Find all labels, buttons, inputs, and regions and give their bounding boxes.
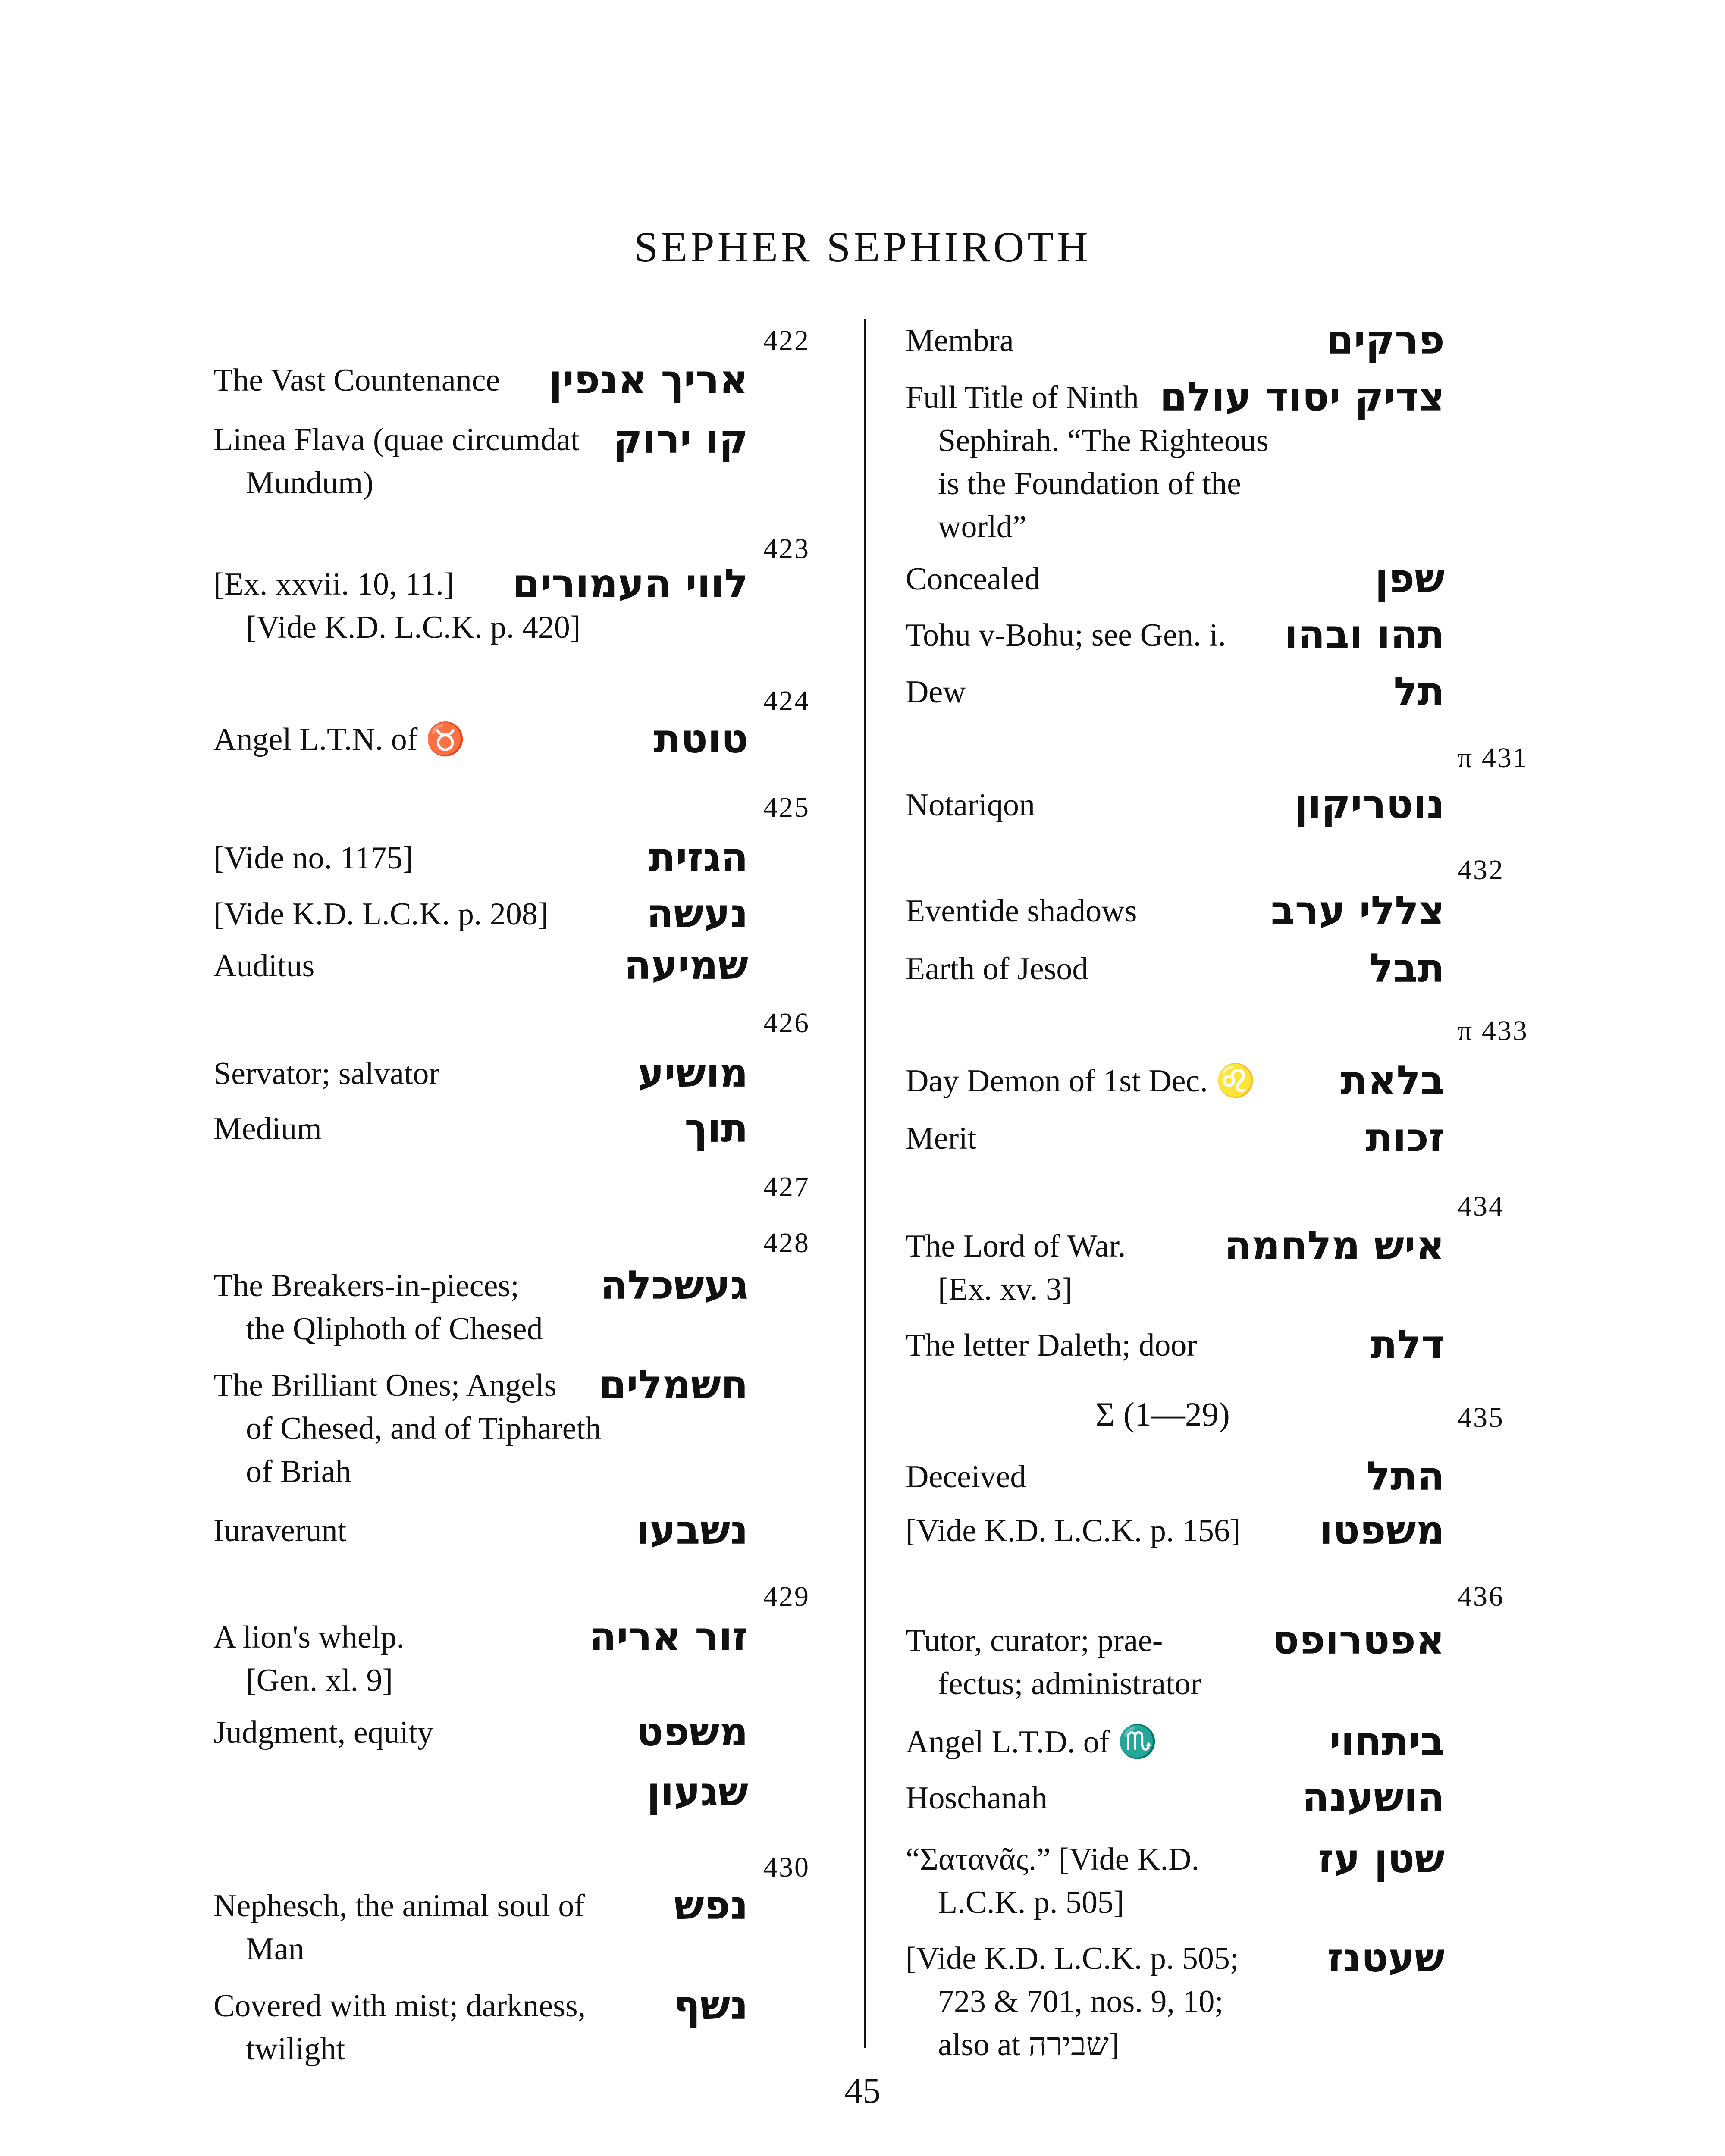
- english-gloss: [Vide K.D. L.C.K. p. 208]: [213, 896, 549, 932]
- hebrew-term: אפטרופס: [1272, 1617, 1445, 1663]
- english-gloss: Dew: [906, 674, 966, 710]
- english-gloss: Mundum): [246, 465, 373, 501]
- english-gloss: fectus; administrator: [938, 1666, 1201, 1702]
- hebrew-term: נפש: [674, 1882, 748, 1928]
- hebrew-term: דלת: [1370, 1322, 1445, 1368]
- english-gloss: The Breakers-in-pieces;: [213, 1268, 519, 1304]
- entry-number: π 433: [1458, 1015, 1528, 1047]
- english-gloss: Sephirah. “The Righteous: [938, 423, 1269, 458]
- english-gloss: L.C.K. p. 505]: [938, 1885, 1124, 1920]
- entry-number: 426: [763, 1007, 810, 1039]
- dictionary-entry: [906, 1617, 1445, 1702]
- hebrew-term: שמיעה: [624, 942, 748, 988]
- dictionary-entry: [906, 1509, 1445, 1557]
- english-gloss: Servator; salvator: [213, 1056, 439, 1091]
- entry-number: 428: [763, 1227, 810, 1259]
- dictionary-entry: [906, 1117, 1445, 1164]
- english-gloss: Angel L.T.D. of ♏: [906, 1724, 1157, 1760]
- hebrew-term: שגעון: [646, 1769, 748, 1815]
- english-gloss: the Qliphoth of Chesed: [246, 1311, 543, 1347]
- hebrew-term: ביתחוי: [1329, 1718, 1445, 1764]
- english-gloss: A lion's whelp.: [213, 1620, 405, 1655]
- english-gloss: Nephesch, the animal soul of: [213, 1888, 585, 1924]
- english-gloss: The Lord of War.: [906, 1228, 1126, 1264]
- hebrew-term: בלאת: [1340, 1057, 1445, 1103]
- english-gloss: Covered with mist; darkness,: [213, 1988, 586, 2024]
- hebrew-term: נשבעו: [636, 1507, 748, 1553]
- english-gloss: Medium: [213, 1111, 322, 1147]
- english-gloss: Merit: [906, 1121, 977, 1156]
- hebrew-term: איש מלחמה: [1224, 1222, 1445, 1269]
- hebrew-term: קו ירוק: [613, 416, 748, 462]
- hebrew-term: מושיע: [637, 1050, 748, 1096]
- english-gloss: Tutor, curator; prae-: [906, 1623, 1163, 1658]
- entry-number: 427: [763, 1171, 810, 1203]
- entry-number: 430: [763, 1852, 810, 1883]
- english-gloss: [Gen. xl. 9]: [246, 1663, 393, 1698]
- english-gloss: Deceived: [906, 1459, 1026, 1495]
- hebrew-term: אריך אנפין: [549, 357, 748, 403]
- english-gloss: Day Demon of 1st Dec. ♌: [906, 1063, 1256, 1099]
- entry-number: 432: [1458, 854, 1504, 886]
- english-gloss: Tohu v-Bohu; see Gen. i.: [906, 617, 1226, 653]
- hebrew-term: חשמלים: [599, 1362, 748, 1408]
- english-gloss: also at שבירה]: [938, 2027, 1120, 2062]
- english-gloss: Auditus: [213, 948, 315, 984]
- dictionary-entry: [906, 947, 1445, 995]
- entry-number: 425: [763, 792, 810, 823]
- dictionary-entry: [906, 783, 1445, 831]
- hebrew-term: משפט: [636, 1709, 748, 1755]
- hebrew-term: געשכלה: [600, 1262, 748, 1308]
- hebrew-term: פרקים: [1326, 317, 1445, 363]
- english-gloss: The Vast Countenance: [213, 363, 500, 398]
- english-gloss: The letter Daleth; door: [906, 1328, 1198, 1363]
- english-gloss: [Ex. xv. 3]: [938, 1272, 1073, 1307]
- english-gloss: [Vide K.D. L.C.K. p. 156]: [906, 1513, 1241, 1548]
- english-gloss: Judgment, equity: [213, 1715, 433, 1750]
- english-gloss: Concealed: [906, 561, 1041, 597]
- entry-number: 434: [1458, 1191, 1504, 1222]
- english-gloss: twilight: [246, 2031, 345, 2067]
- dictionary-entry: [906, 668, 1445, 718]
- dictionary-entry: [906, 1935, 1445, 2062]
- english-gloss: Earth of Jesod: [906, 951, 1088, 987]
- entry-number: 429: [763, 1581, 810, 1612]
- hebrew-term: טוטת: [653, 716, 748, 762]
- english-gloss: The Brilliant Ones; Angels: [213, 1368, 557, 1403]
- dictionary-entry: [906, 1774, 1445, 1824]
- english-gloss: [Ex. xxvii. 10, 11.]: [213, 567, 455, 602]
- english-gloss: of Briah: [246, 1454, 351, 1489]
- hebrew-term: צדיק יסוד עולם: [1160, 374, 1445, 420]
- english-gloss: 723 & 701, nos. 9, 10;: [938, 1984, 1223, 2019]
- english-gloss: of Chesed, and of Tiphareth: [246, 1411, 602, 1446]
- english-gloss: is the Foundation of the: [938, 466, 1241, 501]
- entry-number: 422: [763, 325, 810, 356]
- hebrew-term: נעשה: [646, 890, 748, 937]
- hebrew-term: צללי ערב: [1270, 887, 1445, 934]
- entry-number: 435: [1458, 1402, 1504, 1433]
- english-gloss: Angel L.T.N. of ♉: [213, 722, 465, 757]
- english-gloss: [Vide K.D. L.C.K. p. 420]: [246, 610, 581, 645]
- dictionary-entry: [906, 1836, 1445, 1920]
- dictionary-entry: [906, 611, 1445, 661]
- hebrew-term: שטן עז: [1318, 1836, 1445, 1882]
- hebrew-term: נוטריקון: [1294, 781, 1445, 827]
- entry-number: 423: [763, 533, 810, 564]
- dictionary-entry: [906, 1455, 1445, 1503]
- entry-number: 424: [763, 685, 810, 717]
- hebrew-term: שפן: [1375, 555, 1445, 602]
- english-gloss: [Vide K.D. L.C.K. p. 505;: [906, 1941, 1239, 1976]
- english-gloss: “Σατανᾶς.” [Vide K.D.: [906, 1842, 1199, 1877]
- hebrew-term: זור אריה: [589, 1614, 748, 1660]
- dictionary-entry: [906, 374, 1445, 545]
- hebrew-term: הושענה: [1302, 1774, 1445, 1821]
- page-title: SEPHER SEPHIROTH: [634, 223, 1091, 271]
- dictionary-entry: [906, 319, 1445, 367]
- english-gloss: Man: [246, 1931, 304, 1967]
- english-gloss: Linea Flava (quae circumdat: [213, 422, 580, 458]
- hebrew-term: תוך: [684, 1105, 748, 1151]
- hebrew-term: התל: [1366, 1453, 1445, 1499]
- dictionary-entry: [906, 555, 1445, 605]
- hebrew-term: זכות: [1365, 1115, 1445, 1161]
- entry-number: π 431: [1458, 742, 1528, 774]
- entry-number: 436: [1458, 1581, 1504, 1612]
- english-gloss: Full Title of Ninth: [906, 380, 1139, 415]
- dictionary-entry: [906, 1222, 1445, 1307]
- dictionary-entry: [906, 887, 1445, 937]
- hebrew-term: נשף: [673, 1982, 748, 2028]
- hebrew-term: תהו ובהו: [1284, 611, 1445, 658]
- hebrew-term: לווי העמורים: [512, 561, 748, 607]
- hebrew-term: תל: [1393, 668, 1445, 714]
- page-number: 45: [844, 2071, 881, 2111]
- english-gloss: world”: [938, 509, 1027, 545]
- dictionary-entry: [906, 1059, 1445, 1107]
- english-gloss: [Vide no. 1175]: [213, 840, 414, 876]
- english-gloss: Eventide shadows: [906, 893, 1137, 929]
- english-gloss: Iuraverunt: [213, 1513, 347, 1548]
- english-gloss: Membra: [906, 323, 1014, 358]
- hebrew-term: שעטנז: [1327, 1935, 1445, 1981]
- english-gloss: Notariqon: [906, 787, 1035, 823]
- dictionary-entry: [906, 1324, 1445, 1371]
- sigma-heading: Σ (1—29): [1095, 1395, 1230, 1433]
- hebrew-term: תבל: [1369, 945, 1445, 991]
- english-gloss: Hoschanah: [906, 1780, 1048, 1816]
- hebrew-term: הגזית: [648, 834, 748, 881]
- dictionary-entry: [906, 1720, 1445, 1768]
- hebrew-term: משפטו: [1319, 1507, 1445, 1553]
